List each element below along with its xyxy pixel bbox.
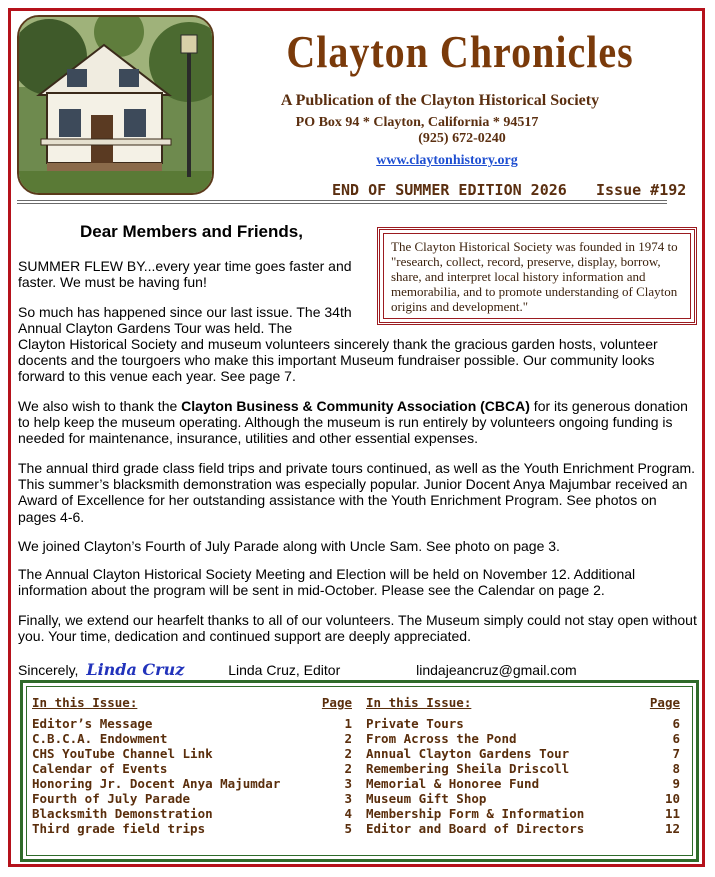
letter-paragraph-6: The Annual Clayton Historical Society Meeting and Election will be held on November 12. Additional information about the program will be sent in mid-October. Please see the Calendar on page 2. [18, 566, 636, 599]
toc-heading: In this Issue: [32, 695, 138, 710]
toc-header-row [32, 695, 352, 710]
toc-item-page: 10 [664, 791, 680, 806]
toc-item-title: C.B.C.A. Endowment [32, 731, 168, 746]
cbca-name: Clayton Business & Community Association (CBCA) [181, 398, 530, 414]
toc-item-title: Fourth of July Parade [32, 791, 191, 806]
toc-item[interactable] [32, 716, 352, 731]
toc-item[interactable] [366, 806, 680, 821]
toc-item-page: 3 [344, 776, 352, 791]
toc-item-title: Blacksmith Demonstration [32, 806, 213, 821]
toc-item-page: 2 [344, 761, 352, 776]
museum-house-photo [17, 15, 214, 195]
p3-text-end: for its generous donation to help keep the museum operating. Although the museum is run entirely by volunteers ongoing funding is needed for maintenance, insurance, utilities and other essential expenses. [18, 398, 688, 447]
toc-item-title: Editor and Board of Directors [366, 821, 585, 836]
editor-email[interactable]: lindajeancruz@gmail.com [416, 662, 577, 678]
signature-line [18, 660, 698, 679]
toc-item-page: 11 [664, 806, 680, 821]
toc-header-row [366, 695, 680, 710]
toc-item[interactable] [32, 731, 352, 746]
toc-item[interactable] [366, 716, 680, 731]
toc-item-page: 6 [672, 731, 680, 746]
toc-item-page: 1 [344, 716, 352, 731]
toc-left-list [32, 716, 352, 836]
toc-item-title: Calendar of Events [32, 761, 168, 776]
letter-paragraph-2a: So much has happened since our last issue. The 34th Annual Clayton Gardens Tour was held. The [18, 304, 352, 337]
toc-item-title: Membership Form & Information [366, 806, 585, 821]
toc-item-title: Honoring Jr. Docent Anya Majumdar [32, 776, 281, 791]
toc-item[interactable] [366, 731, 680, 746]
toc-item-title: Third grade field trips [32, 821, 206, 836]
website-link[interactable]: www.claytonhistory.org [376, 153, 518, 168]
toc-item[interactable] [32, 791, 352, 806]
toc-item-page: 4 [344, 806, 352, 821]
toc-item[interactable] [32, 806, 352, 821]
letter-paragraph-3 [18, 398, 698, 447]
toc-item-page: 9 [672, 776, 680, 791]
postal-address: PO Box 94 * Clayton, California * 94517 [295, 115, 539, 130]
toc-item-page: 2 [344, 746, 352, 761]
toc-item[interactable] [32, 821, 352, 836]
mission-quote-text: The Clayton Historical Society was founded in 1974 to "research, collect, record, preserve, display, borrow, share, and interpret local history information and memorabilia, and to promote understanding of Clayton origins and development." [383, 233, 691, 319]
letter-paragraph-7: Finally, we extend our hearfelt thanks to all of our volunteers. The Museum simply could not stay open without you. Your time, dedication and continued support are deeply appreciated. [18, 612, 697, 645]
handwritten-signature: Linda Cruz [86, 660, 185, 679]
toc-item-title: CHS YouTube Channel Link [32, 746, 213, 761]
toc-item[interactable] [366, 791, 680, 806]
toc-item-page: 3 [344, 791, 352, 806]
toc-item[interactable] [32, 776, 352, 791]
toc-item-page: 2 [344, 731, 352, 746]
toc-item[interactable] [366, 746, 680, 761]
toc-item-title: Memorial & Honoree Fund [366, 776, 540, 791]
toc-item-page: 5 [344, 821, 352, 836]
toc-page-heading: Page [321, 695, 352, 710]
toc-item-title: Remembering Sheila Driscoll [366, 761, 570, 776]
toc-item-page: 8 [672, 761, 680, 776]
toc-left-column [32, 695, 352, 836]
toc-item-title: From Across the Pond [366, 731, 517, 746]
publication-line: A Publication of the Clayton Historical Society [280, 92, 600, 109]
toc-item[interactable] [32, 761, 352, 776]
toc-item[interactable] [32, 746, 352, 761]
issue-number: Issue #192 [596, 181, 687, 199]
toc-item-page: 7 [672, 746, 680, 761]
toc-page-heading: Page [649, 695, 680, 710]
phone-number: (925) 672-0240 [418, 131, 506, 146]
p3-text-start: We also wish to thank the [18, 398, 182, 414]
toc-right-column [366, 695, 680, 836]
toc-item-title: Museum Gift Shop [366, 791, 487, 806]
toc-item-title: Annual Clayton Gardens Tour [366, 746, 570, 761]
toc-item[interactable] [366, 761, 680, 776]
letter-paragraph-1: SUMMER FLEW BY...every year time goes faster and faster. We must be having fun! [18, 258, 352, 291]
editor-name: Linda Cruz, Editor [228, 662, 341, 678]
letter-paragraph-2b: Clayton Historical Society and museum volunteers sincerely thank the gracious garden hosts, volunteer docents and the tourgoers who make this important Museum fundraiser possible. Our community looks forward to this venue each year. See page 7. [18, 336, 658, 385]
toc-item-page: 6 [672, 716, 680, 731]
toc-item[interactable] [366, 821, 680, 836]
header-divider [17, 200, 667, 204]
toc-heading: In this Issue: [366, 695, 472, 710]
newsletter-title: Clayton Chronicles [286, 25, 634, 78]
toc-right-list [366, 716, 680, 836]
edition-label: END OF SUMMER EDITION 2026 [332, 181, 567, 199]
mission-quote-box [377, 227, 697, 325]
toc-item-page: 12 [664, 821, 680, 836]
closing: Sincerely, [18, 662, 79, 678]
letter-greeting: Dear Members and Friends, [80, 222, 303, 241]
letter-paragraph-5: We joined Clayton’s Fourth of July Parade along with Uncle Sam. See photo on page 3. [18, 538, 560, 554]
letter-paragraph-4: The annual third grade class field trips and private tours continued, as well as the Youth Enrichment Program. This summer’s blacksmith demonstration was especially popular. Junior Docent Anya Majumbar received an Award of Excellence for her outstanding assistance with the Youth Enrichment Program. See photos on pages 4-6. [18, 460, 696, 525]
toc-item-title: Editor’s Message [32, 716, 153, 731]
table-of-contents [20, 680, 699, 862]
toc-item[interactable] [366, 776, 680, 791]
toc-item-title: Private Tours [366, 716, 464, 731]
